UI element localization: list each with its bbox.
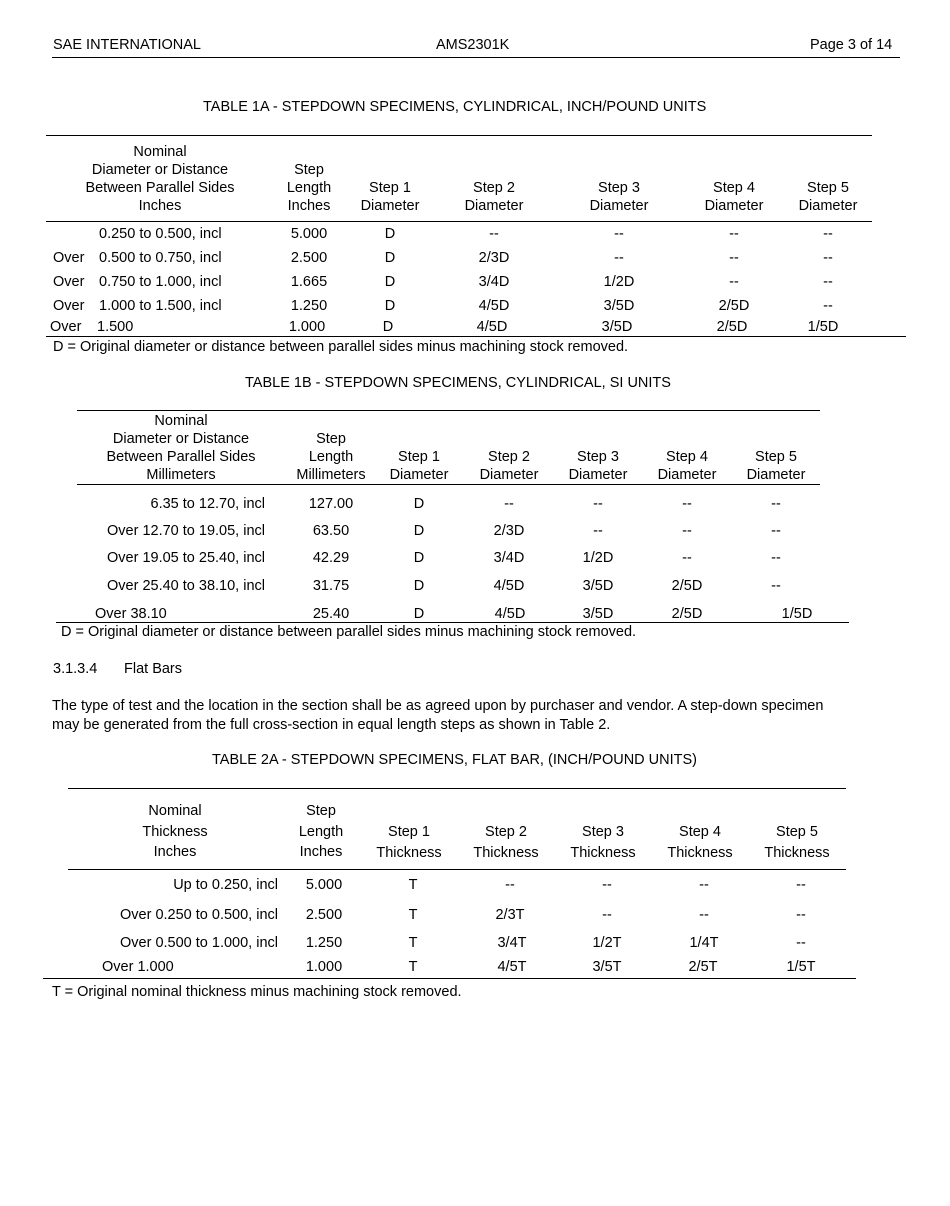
table-1b-header-nominal: Nominal Diameter or Distance Between Parallel Sides Millimeters: [106, 413, 256, 483]
row-prefix: Over: [53, 274, 85, 290]
table-1a-top-rule: [46, 135, 872, 136]
table-1b-header-step-4: Step 4 Diameter: [657, 449, 717, 483]
table-1a-header-rule: [46, 221, 872, 222]
cell-step-4: 2/5D: [671, 578, 703, 594]
cell-step-3: 3/5T: [592, 959, 622, 975]
row-range: Over 12.70 to 19.05, incl: [107, 523, 265, 539]
cell-step-1: D: [382, 319, 394, 335]
row-range: 0.250 to 0.500, incl: [99, 226, 222, 242]
table-1a-header-step-3: Step 3 Diameter: [589, 180, 649, 214]
table-1b-header-step-2: Step 2 Diameter: [479, 449, 539, 483]
table-2a-header-step-4: Step 4 Thickness: [667, 824, 733, 861]
cell-step-4: --: [729, 226, 739, 242]
table-2a-header-step-2: Step 2 Thickness: [473, 824, 539, 861]
cell-step-2: 4/5D: [493, 578, 525, 594]
cell-step-1: D: [413, 523, 425, 539]
cell-step-length: 25.40: [312, 606, 350, 622]
table-1a-header-step-length: Step Length Inches: [286, 162, 332, 214]
table-2a-note: T = Original nominal thickness minus machining stock removed.: [52, 984, 462, 1000]
cell-step-4: --: [682, 550, 692, 566]
cell-step-5: 1/5T: [786, 959, 816, 975]
cell-step-4: --: [682, 496, 692, 512]
cell-step-1: T: [408, 959, 418, 975]
table-2a-header-rule: [68, 869, 846, 870]
cell-step-4: 1/4T: [689, 935, 719, 951]
cell-step-1: D: [413, 496, 425, 512]
cell-step-3: --: [593, 523, 603, 539]
cell-step-length: 42.29: [312, 550, 350, 566]
cell-step-5: --: [796, 907, 806, 923]
row-range: 0.750 to 1.000, incl: [99, 274, 222, 290]
paragraph-line: may be generated from the full cross-section in equal length steps as shown in Table 2.: [52, 717, 611, 733]
cell-step-4: 2/5D: [718, 298, 750, 314]
cell-step-1: T: [408, 907, 418, 923]
cell-step-3: 3/5D: [582, 606, 614, 622]
table-1a-bottom-rule: [46, 336, 906, 337]
cell-step-1: D: [413, 578, 425, 594]
table-1b-bottom-rule: [56, 622, 849, 623]
table-2a-caption: TABLE 2A - STEPDOWN SPECIMENS, FLAT BAR, (INCH/POUND UNITS): [212, 752, 698, 768]
cell-step-1: D: [384, 226, 396, 242]
table-2a-bottom-rule: [43, 978, 856, 979]
cell-step-2: 3/4D: [493, 550, 525, 566]
cell-step-1: D: [413, 606, 425, 622]
row-range: Over 1.000: [102, 959, 174, 975]
cell-step-3: 3/5D: [601, 319, 633, 335]
cell-step-5: --: [823, 274, 833, 290]
cell-step-length: 1.250: [290, 298, 328, 314]
row-prefix: Over: [53, 250, 85, 266]
row-range: Over 38.10: [95, 606, 167, 622]
cell-step-5: --: [823, 298, 833, 314]
cell-step-2: 4/5D: [476, 319, 508, 335]
cell-step-2: 2/3T: [495, 907, 525, 923]
row-range: Over 25.40 to 38.10, incl: [107, 578, 265, 594]
cell-step-length: 5.000: [290, 226, 328, 242]
paragraph-line: The type of test and the location in the section shall be as agreed upon by purchaser and vendor. A step-down specimen: [52, 698, 824, 714]
table-1b-header-step-5: Step 5 Diameter: [746, 449, 806, 483]
row-range: Over 0.250 to 0.500, incl: [120, 907, 278, 923]
cell-step-2: 4/5T: [497, 959, 527, 975]
cell-step-3: 3/5D: [603, 298, 635, 314]
cell-step-length: 5.000: [305, 877, 343, 893]
cell-step-4: --: [729, 274, 739, 290]
cell-step-1: T: [408, 877, 418, 893]
cell-step-5: --: [771, 578, 781, 594]
table-1a-header-step-4: Step 4 Diameter: [704, 180, 764, 214]
cell-step-length: 63.50: [312, 523, 350, 539]
cell-step-5: --: [796, 935, 806, 951]
table-1b-header-step-1: Step 1 Diameter: [389, 449, 449, 483]
cell-step-3: 1/2D: [603, 274, 635, 290]
cell-step-3: --: [602, 877, 612, 893]
section-title: Flat Bars: [124, 661, 183, 677]
cell-step-5: --: [771, 550, 781, 566]
table-2a-header-step-length: Step Length Inches: [298, 803, 344, 860]
table-1b-note: D = Original diameter or distance between parallel sides minus machining stock removed.: [61, 624, 637, 640]
cell-step-2: 2/3D: [493, 523, 525, 539]
cell-step-3: 1/2D: [582, 550, 614, 566]
table-1a-header-step-1: Step 1 Diameter: [360, 180, 420, 214]
cell-step-2: 4/5D: [494, 606, 526, 622]
row-range: Over 0.500 to 1.000, incl: [120, 935, 278, 951]
cell-step-4: --: [682, 523, 692, 539]
table-1b-top-rule: [77, 410, 820, 411]
cell-step-2: 3/4T: [497, 935, 527, 951]
row-prefix: Over: [50, 319, 82, 335]
cell-step-length: 2.500: [305, 907, 343, 923]
row-range: 1.000 to 1.500, incl: [99, 298, 222, 314]
table-1a-header-step-5: Step 5 Diameter: [798, 180, 858, 214]
cell-step-1: D: [413, 550, 425, 566]
cell-step-5: 1/5D: [781, 606, 813, 622]
cell-step-5: --: [823, 250, 833, 266]
cell-step-5: --: [771, 496, 781, 512]
table-1a-header-step-2: Step 2 Diameter: [464, 180, 524, 214]
cell-step-2: --: [505, 877, 515, 893]
cell-step-length: 1.665: [290, 274, 328, 290]
cell-step-4: 2/5D: [716, 319, 748, 335]
row-prefix: Over: [53, 298, 85, 314]
cell-step-3: 3/5D: [582, 578, 614, 594]
cell-step-3: --: [614, 250, 624, 266]
cell-step-4: --: [699, 907, 709, 923]
row-range: Up to 0.250, incl: [173, 877, 278, 893]
table-2a-header-nominal: Nominal Thickness Inches: [142, 803, 208, 860]
row-range: 1.500: [97, 319, 134, 335]
cell-step-2: --: [489, 226, 499, 242]
cell-step-3: --: [602, 907, 612, 923]
table-2a-top-rule: [68, 788, 846, 789]
cell-step-2: 2/3D: [478, 250, 510, 266]
cell-step-1: D: [384, 274, 396, 290]
cell-step-2: --: [504, 496, 514, 512]
table-1b-header-rule: [77, 484, 820, 485]
table-2a-header-step-3: Step 3 Thickness: [570, 824, 636, 861]
header-rule: [52, 57, 900, 58]
table-1a-note: D = Original diameter or distance between parallel sides minus machining stock removed.: [53, 339, 629, 355]
table-1b-header-step-length: Step Length Millimeters: [296, 431, 366, 483]
table-1b-header-step-3: Step 3 Diameter: [568, 449, 628, 483]
row-range: 6.35 to 12.70, incl: [150, 496, 265, 512]
section-number: 3.1.3.4: [53, 661, 98, 677]
cell-step-4: 2/5D: [671, 606, 703, 622]
cell-step-4: --: [699, 877, 709, 893]
cell-step-length: 1.250: [305, 935, 343, 951]
table-2a-header-step-5: Step 5 Thickness: [764, 824, 830, 861]
header-page-number: Page 3 of 14: [810, 37, 893, 53]
cell-step-1: D: [384, 250, 396, 266]
row-range: 0.500 to 0.750, incl: [99, 250, 222, 266]
cell-step-3: 1/2T: [592, 935, 622, 951]
cell-step-5: --: [771, 523, 781, 539]
cell-step-length: 2.500: [290, 250, 328, 266]
cell-step-5: --: [823, 226, 833, 242]
cell-step-5: 1/5D: [807, 319, 839, 335]
table-1b-caption: TABLE 1B - STEPDOWN SPECIMENS, CYLINDRICAL, SI UNITS: [245, 375, 671, 391]
header-left: SAE INTERNATIONAL: [53, 37, 201, 53]
cell-step-length: 127.00: [308, 496, 354, 512]
header-document-number: AMS2301K: [436, 37, 510, 53]
cell-step-length: 31.75: [312, 578, 350, 594]
cell-step-length: 1.000: [288, 319, 326, 335]
cell-step-1: D: [384, 298, 396, 314]
row-range: Over 19.05 to 25.40, incl: [107, 550, 265, 566]
cell-step-3: --: [593, 496, 603, 512]
cell-step-2: 4/5D: [478, 298, 510, 314]
table-1a-caption: TABLE 1A - STEPDOWN SPECIMENS, CYLINDRICAL, INCH/POUND UNITS: [203, 99, 707, 115]
cell-step-2: 3/4D: [478, 274, 510, 290]
cell-step-5: --: [796, 877, 806, 893]
cell-step-length: 1.000: [305, 959, 343, 975]
table-1a-header-nominal: Nominal Diameter or Distance Between Parallel Sides Inches: [85, 144, 235, 214]
section-paragraph: [52, 697, 902, 735]
cell-step-1: T: [408, 935, 418, 951]
table-2a-header-step-1: Step 1 Thickness: [376, 824, 442, 861]
cell-step-3: --: [614, 226, 624, 242]
cell-step-4: 2/5T: [688, 959, 718, 975]
cell-step-4: --: [729, 250, 739, 266]
